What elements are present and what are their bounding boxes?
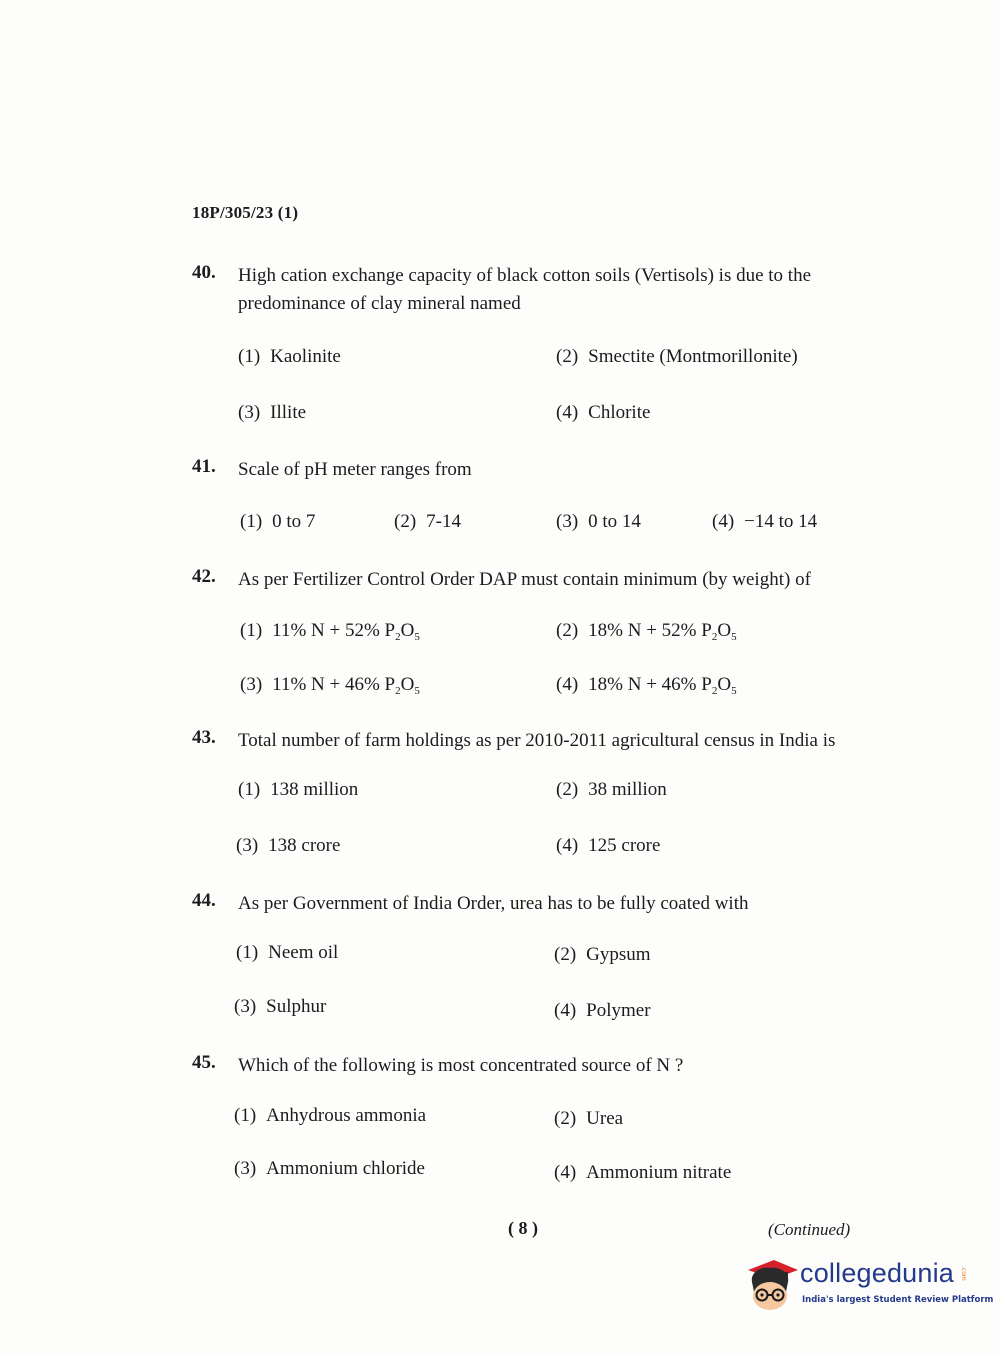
option-text: 138 crore	[268, 835, 341, 856]
option-4	[556, 402, 650, 424]
option-text: Chlorite	[588, 402, 651, 423]
option-label: (4)	[554, 1162, 577, 1183]
option-text: Polymer	[586, 1000, 651, 1021]
question-number: 44.	[192, 890, 216, 911]
option-text: Kaolinite	[270, 346, 341, 367]
brand-domain-suffix: .com	[960, 1266, 967, 1281]
option-text: Anhydrous ammonia	[266, 1105, 427, 1126]
option-3	[238, 402, 306, 424]
formula-text: 18% N + 52% P	[588, 620, 712, 641]
formula-text: 11% N + 46% P	[272, 674, 396, 695]
option-label: (1)	[240, 620, 263, 641]
question-number: 43.	[192, 727, 216, 748]
option-text: 7-14	[426, 511, 461, 532]
formula-text: 11% N + 52% P	[272, 620, 396, 641]
option-text: Ammonium chloride	[266, 1158, 425, 1179]
option-text: Illite	[270, 402, 307, 423]
option-label: (3)	[234, 1158, 257, 1179]
option-3	[240, 674, 420, 697]
option-4	[554, 1000, 651, 1022]
option-text: 0 to 14	[588, 511, 641, 532]
option-text: Smectite (Montmorillonite)	[588, 346, 798, 367]
option-4	[554, 1162, 731, 1184]
option-3	[556, 511, 641, 533]
subscript: 2	[395, 685, 401, 697]
subscript: 5	[414, 631, 420, 643]
question-text: Total number of farm holdings as per 2010-2011 agricultural census in India is	[238, 730, 836, 751]
collegedunia-logo	[740, 1252, 994, 1312]
question-text: Which of the following is most concentrated source of N ?	[238, 1055, 684, 1076]
option-label: (1)	[236, 942, 259, 963]
question-text: Scale of pH meter ranges from	[238, 459, 472, 480]
paper-code: 18P/305/23 (1)	[192, 203, 299, 222]
option-text: −14 to 14	[744, 511, 818, 532]
option-text: Sulphur	[266, 996, 327, 1017]
question-number: 41.	[192, 456, 216, 477]
formula-text: O	[717, 674, 732, 695]
option-3	[234, 1158, 425, 1180]
option-2	[556, 620, 737, 643]
option-1	[240, 511, 315, 533]
subscript: 5	[731, 685, 737, 697]
option-text: Gypsum	[586, 944, 651, 965]
option-2	[556, 779, 667, 801]
option-4	[712, 511, 817, 533]
brand-name: collegedunia	[800, 1258, 955, 1288]
question-text: High cation exchange capacity of black cotton soils (Vertisols) is due to the predominance of clay mineral named	[238, 265, 812, 314]
question-number: 45.	[192, 1052, 216, 1073]
brand-tagline: India's largest Student Review Platform	[802, 1295, 994, 1305]
option-label: (3)	[234, 996, 257, 1017]
option-label: (4)	[556, 402, 579, 423]
option-label: (4)	[556, 674, 579, 695]
formula-text: O	[400, 674, 415, 695]
option-label: (1)	[240, 511, 263, 532]
question-text: As per Fertilizer Control Order DAP must contain minimum (by weight) of	[238, 569, 811, 590]
option-text: Neem oil	[268, 942, 339, 963]
option-2	[554, 1108, 623, 1130]
option-label: (4)	[554, 1000, 577, 1021]
formula-text: O	[400, 620, 415, 641]
option-2	[394, 511, 461, 533]
option-text: 138 million	[270, 779, 359, 800]
subscript: 5	[414, 685, 420, 697]
option-text: Urea	[586, 1108, 624, 1129]
option-2	[554, 944, 651, 966]
option-3	[236, 835, 340, 857]
option-label: (3)	[238, 402, 261, 423]
option-4	[556, 674, 737, 697]
subscript: 2	[395, 631, 401, 643]
option-text: 125 crore	[588, 835, 661, 856]
option-label: (2)	[554, 944, 577, 965]
option-label: (1)	[238, 346, 261, 367]
option-label: (2)	[394, 511, 417, 532]
option-label: (2)	[556, 346, 579, 367]
option-text: 38 million	[588, 779, 667, 800]
option-2	[556, 346, 798, 368]
subscript: 2	[711, 685, 718, 697]
option-label: (4)	[556, 835, 579, 856]
option-1	[238, 779, 358, 801]
option-1	[234, 1105, 426, 1127]
option-label: (2)	[556, 620, 579, 641]
question-text: As per Government of India Order, urea has to be fully coated with	[238, 893, 749, 914]
option-1	[240, 620, 420, 643]
subscript: 5	[731, 631, 737, 643]
subscript: 2	[711, 631, 718, 643]
option-label: (4)	[712, 511, 735, 532]
formula-text: 18% N + 46% P	[588, 674, 712, 695]
option-label: (1)	[234, 1105, 257, 1126]
option-label: (3)	[240, 674, 263, 695]
option-text: 0 to 7	[272, 511, 316, 532]
page-number: ( 8 )	[508, 1218, 538, 1238]
student-mascot-icon	[740, 1252, 800, 1312]
option-label: (1)	[238, 779, 261, 800]
option-label: (2)	[556, 779, 579, 800]
continued-label: (Continued)	[768, 1220, 851, 1239]
option-1	[236, 942, 338, 964]
option-label: (3)	[556, 511, 579, 532]
option-3	[234, 996, 326, 1018]
formula-text: O	[717, 620, 732, 641]
question-number: 40.	[192, 262, 216, 283]
option-label: (2)	[554, 1108, 577, 1129]
option-1	[238, 346, 341, 368]
option-label: (3)	[236, 835, 259, 856]
option-4	[556, 835, 660, 857]
question-number: 42.	[192, 566, 216, 587]
option-text: Ammonium nitrate	[586, 1162, 732, 1183]
